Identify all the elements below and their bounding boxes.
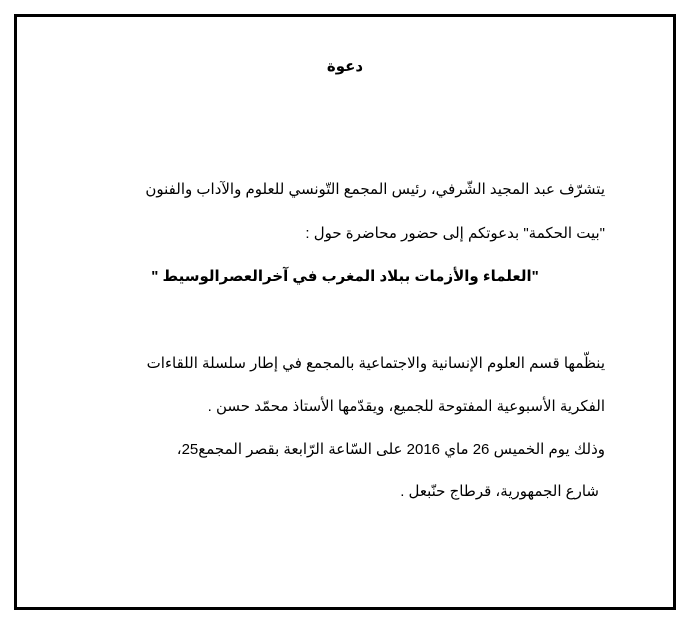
intro-line-host: يتشرّف عبد المجيد الشّرفي، رئيس المجمع التّونسي للعلوم والآداب والفنون (145, 181, 605, 198)
details-line-organizer: ينظّمها قسم العلوم الإنسانية والاجتماعية بالمجمع في إطار سلسلة اللقاءات (146, 355, 605, 372)
details-line-address: شارع الجمهورية، قرطاج حنّبعل . (400, 483, 599, 500)
invitation-title: دعوة (326, 58, 364, 75)
details-line-date-time: وذلك يوم الخميس 26 ماي 2016 على السّاعة الرّابعة بقصر المجمع25، (176, 441, 605, 458)
invitation-frame (14, 14, 676, 610)
intro-line-invitation: "بيت الحكمة" بدعوتكم إلى حضور محاضرة حول : (305, 225, 605, 242)
invitation-document (17, 17, 673, 607)
details-line-presenter: الفكرية الأسبوعية المفتوحة للجميع، ويقدّمها الأستاذ محمّد حسن . (207, 398, 605, 415)
lecture-title: "العلماء والأزمات ببلاد المغرب في آخرالعصرالوسيط " (151, 268, 539, 285)
